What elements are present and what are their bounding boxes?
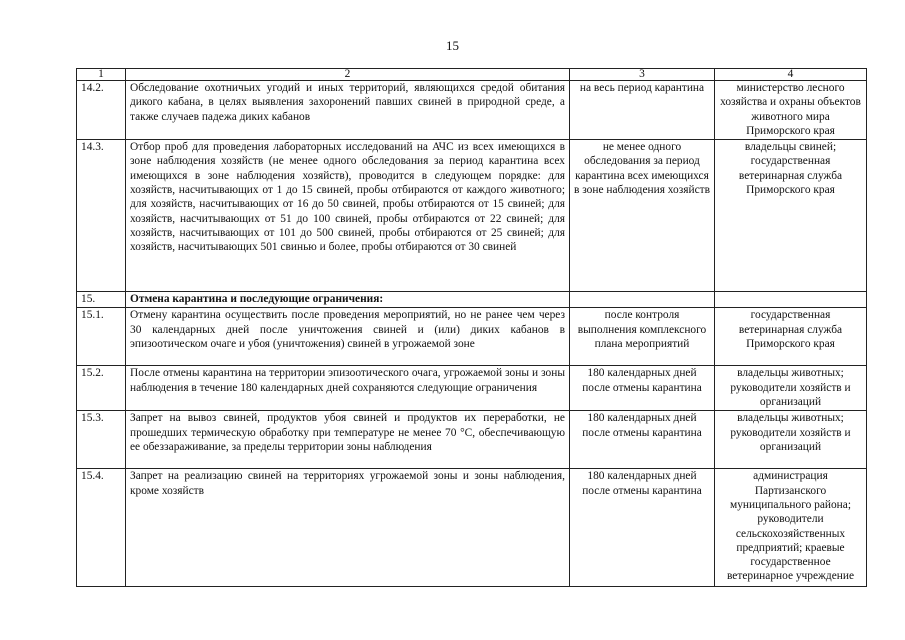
row-responsible [715,292,867,308]
table-row [77,411,867,469]
table-row [77,81,867,140]
header-cell-num: 1 [77,69,126,81]
row-term: на весь период карантина [570,81,715,140]
row-term: не менее одного обследования за период карантина всех имеющихся в зоне наблюдения хозяйств [570,140,715,292]
row-term [570,292,715,308]
row-number: 15.3. [77,411,126,469]
row-term: 180 календарных дней после отмены карантина [570,366,715,411]
row-measure: Отбор проб для проведения лабораторных исследований на АЧС из всех имеющихся в зоне наблюдения хозяйств (не менее одного обследования за период карантина всех имеющихся в зоне наблюдения хозяйств), проводится в следующем порядке: для хозяйств, насчитывающих от 1 до 15 свиней, пробы отбираются от каждого животного; для хозяйств, насчитывающих от 16 до 50 свиней, пробы отбираются от 15 свиней; для хозяйств, насчитывающих от 51 до 100 свиней, пробы отбираются от 22 свиней; для хозяйств, насчитывающих от 101 до 500 свиней, пробы отбираются от 25 свиней; для хозяйств, насчитывающих 501 свинью и более, пробы отбираются от 30 свиней [126,140,570,292]
row-measure: Запрет на вывоз свиней, продуктов убоя свиней и продуктов их переработки, не прошедших термическую обработку при температуре не менее 70 °С, обеспечивающую ее обеззараживание, за пределы территории зоны наблюдения [126,411,570,469]
row-term: 180 календарных дней после отмены карантина [570,469,715,587]
row-measure: После отмены карантина на территории эпизоотического очага, угрожаемой зоны и зоны наблюдения в течение 180 календарных дней сохраняются следующие ограничения [126,366,570,411]
row-responsible: владельцы животных; руководители хозяйств и организаций [715,411,867,469]
header-cell-responsible: 4 [715,69,867,81]
row-responsible: министерство лесного хозяйства и охраны объектов животного мира Приморского края [715,81,867,140]
measures-table [76,68,867,587]
row-number: 14.2. [77,81,126,140]
page-number: 15 [446,38,459,53]
section-row [77,292,867,308]
table-row [77,469,867,587]
table-row [77,308,867,366]
row-measure: Отмену карантина осуществить после проведения мероприятий, но не ранее чем через 30 календарных дней после уничтожения свиней и (или) диких кабанов в эпизоотическом очаге и убоя (уничтожения) свиней в угрожаемой зоне [126,308,570,366]
table-header-row [77,69,867,81]
table-row [77,366,867,411]
section-title: Отмена карантина и последующие ограничения: [126,292,570,308]
row-term: 180 календарных дней после отмены карантина [570,411,715,469]
row-number: 15.2. [77,366,126,411]
row-number: 14.3. [77,140,126,292]
row-responsible: владельцы свиней; государственная ветеринарная служба Приморского края [715,140,867,292]
table-row [77,140,867,292]
row-number: 15. [77,292,126,308]
row-number: 15.1. [77,308,126,366]
row-measure: Обследование охотничьих угодий и иных территорий, являющихся средой обитания дикого кабана, в целях выявления захоронений павших свиней в природной среде, а также случаев падежа диких кабанов [126,81,570,140]
row-responsible: государственная ветеринарная служба Приморского края [715,308,867,366]
row-measure: Запрет на реализацию свиней на территориях угрожаемой зоны и зоны наблюдения, кроме хозяйств [126,469,570,587]
row-term: после контроля выполнения комплексного плана мероприятий [570,308,715,366]
header-cell-measure: 2 [126,69,570,81]
header-cell-term: 3 [570,69,715,81]
row-responsible: владельцы животных; руководители хозяйств и организаций [715,366,867,411]
row-number: 15.4. [77,469,126,587]
row-responsible: администрация Партизанского муниципального района; руководители сельскохозяйственных предприятий; краевые государственное ветеринарное учреждение [715,469,867,587]
